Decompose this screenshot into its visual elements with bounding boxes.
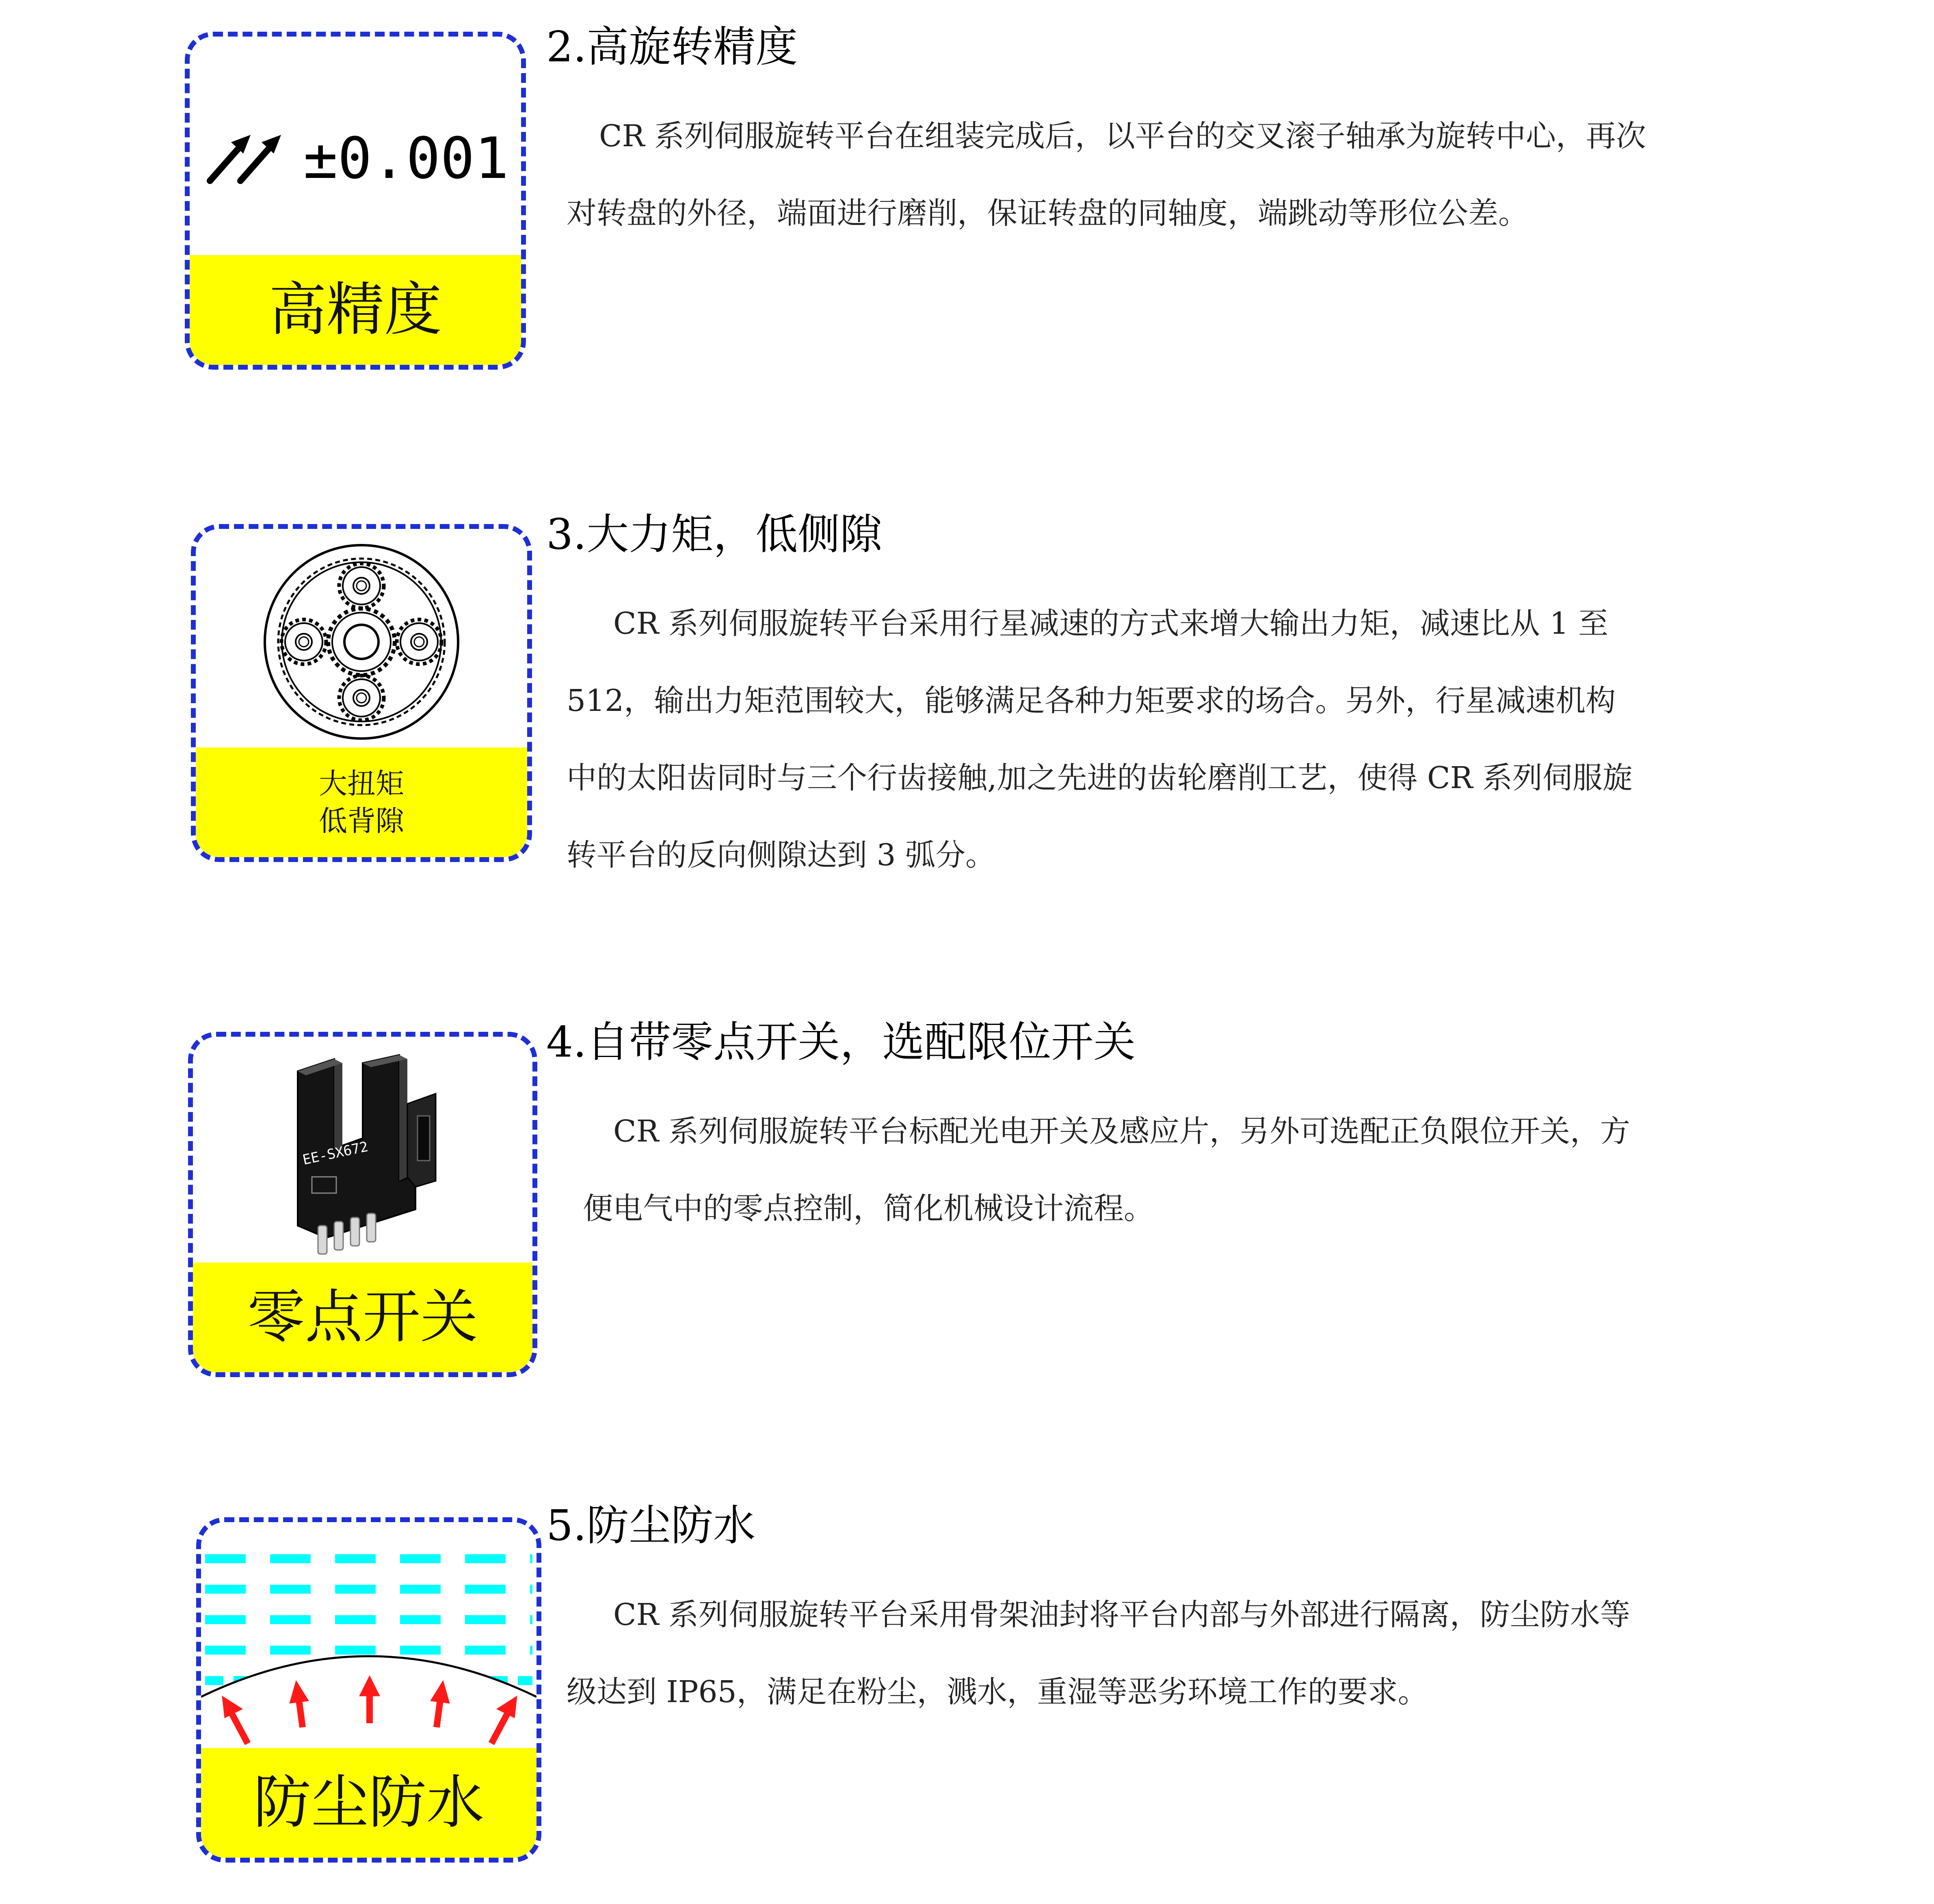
zero-switch-badge — [188, 1032, 537, 1377]
badge-label: 高精度 — [269, 276, 442, 343]
badge-label: 防尘防水 — [253, 1769, 484, 1836]
section-heading: 3.大力矩，低侧隙 — [546, 509, 883, 559]
precision-readout — [190, 114, 521, 203]
section-body: CR 系列伺服旋转平台采用行星减速的方式来增大输出力矩，减速比从 1 至 512，输出力矩范围较大，能够满足各种力矩要求的场合。另外，行星减速机构 中的太阳齿同时与三个行齿接触,加之先进的齿轮磨削工艺，使得 CR 系列伺服旋 转平台的反向侧隙达到 3 弧分。 — [567, 606, 1633, 873]
precision-badge — [185, 32, 526, 370]
water-barrier-icon — [201, 1522, 537, 1754]
section-heading: 4.自带零点开关，选配限位开关 — [546, 1017, 1136, 1067]
badge-label: 零点开关 — [247, 1284, 478, 1351]
badge-label-band — [193, 1263, 532, 1372]
badge-label-line1: 大扭矩 — [319, 767, 404, 800]
section-heading: 2.高旋转精度 — [546, 22, 798, 71]
section-body: CR 系列伺服旋转平台标配光电开关及感应片，另外可选配正负限位开关，方 便电气中的零点控制，简化机械设计流程。 — [583, 1114, 1630, 1226]
badge-label-line2: 低背隙 — [319, 804, 404, 838]
photoelectric-sensor-icon — [281, 1047, 444, 1258]
badge-label-band — [201, 1748, 537, 1858]
section-body: CR 系列伺服旋转平台在组装完成后，以平台的交叉滚子轴承为旋转中心，再次 对转盘的外径，端面进行磨削，保证转盘的同轴度，端跳动等形位公差。 — [567, 119, 1646, 231]
planetary-gear-icon — [260, 540, 463, 743]
badge-label-band — [196, 747, 527, 857]
torque-badge — [191, 524, 532, 862]
precision-value: ±0.001 — [303, 125, 509, 192]
double-arrow-icon — [202, 130, 295, 187]
section-body: CR 系列伺服旋转平台采用骨架油封将平台内部与外部进行隔离，防尘防水等 级达到 IP65，满足在粉尘，溅水，重湿等恶劣环境工作的要求。 — [567, 1597, 1630, 1709]
badge-label-band — [190, 255, 521, 365]
dustproof-badge — [196, 1517, 541, 1863]
section-heading: 5.防尘防水 — [546, 1501, 756, 1550]
sensor-model-label: EE-SX672 — [301, 1138, 370, 1168]
